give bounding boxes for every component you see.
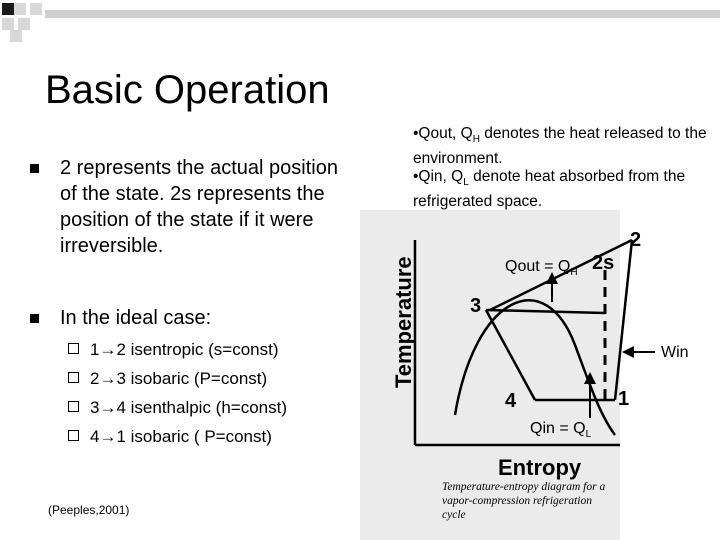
bullet-marker (30, 314, 39, 323)
win-label: Win (661, 344, 689, 361)
y-axis-label: Temperature (391, 256, 416, 388)
checkbox-bullet-icon (68, 430, 79, 441)
point-1-label: 1 (618, 388, 630, 410)
bullet-text: 2 represents the actual position of the state. 2s represents the position of the state if it were irreversible. (60, 157, 338, 257)
point-2s-label: 2s (592, 252, 615, 274)
bullet-text: In the ideal case: (60, 307, 212, 329)
checkbox-bullet-icon (68, 343, 79, 354)
slide-title: Basic Operation (45, 68, 330, 112)
qout-note: •Qout, $Q_H$ denotes the heat released to the environment. (413, 125, 707, 167)
diagram-caption: Temperature-entropy diagram for a vapor-compression refrigeration cycle (442, 481, 606, 521)
point-3-label: 3 (470, 295, 482, 317)
bullet-ideal-case (60, 305, 340, 331)
point-2-label: 2 (630, 229, 642, 251)
checkbox-bullet-icon (68, 372, 79, 383)
citation: (Peeples,2001) (48, 503, 130, 517)
bullet-marker (30, 164, 39, 173)
qin-label: Qin = $Q_L$ (530, 420, 592, 441)
qout-label: Qout = $Q_H$ (505, 258, 578, 279)
qin-note: •Qin, $Q_L$ denote heat absorbed from the refrigerated space. (413, 168, 686, 210)
bullet-actual-position (60, 155, 340, 259)
slide-decoration (0, 0, 720, 50)
checkbox-bullet-icon (68, 401, 79, 412)
heat-notes (413, 125, 713, 211)
x-axis-label: Entropy (498, 455, 582, 480)
point-4-label: 4 (505, 390, 517, 412)
